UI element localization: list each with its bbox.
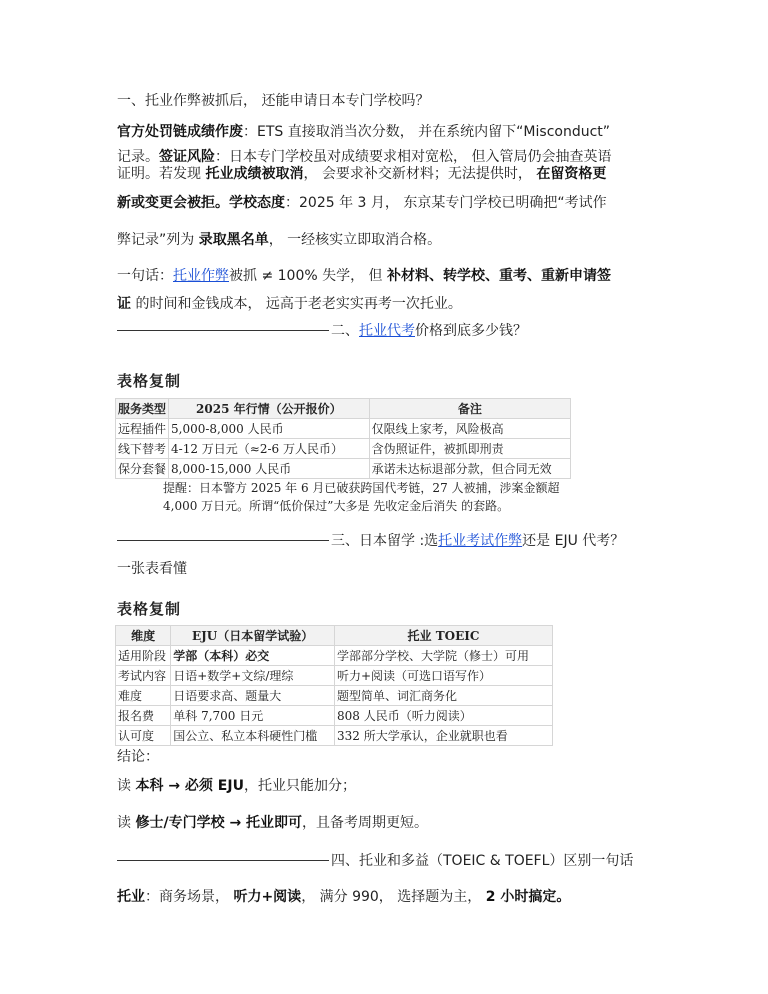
price-table [115,398,571,479]
paragraph-1-line-1 [117,121,610,141]
table-cell: 难度 [116,686,171,706]
text: 的时间和金钱成本， 远高于老老实实再考一次托业。 [131,296,462,312]
paragraph-1-line-4 [117,192,607,212]
conclusion-line-2 [117,812,428,832]
text: 价格到底多少钱？ [415,323,527,339]
horizontal-rule [117,860,329,861]
paragraph-1-line-5 [117,229,441,249]
table-cell: 适用阶段 [116,646,171,666]
link-toeic-proxy[interactable]: 托业代考 [359,323,415,339]
table-cell: 8,000-15,000 人民币 [169,459,370,479]
header-cell: 2025 年行情（公开报价） [169,399,370,419]
table-header-row [116,626,553,646]
section-3-subline: 一张表看懂 [117,561,187,577]
text: 读 [117,778,136,794]
table-cell: 学部（本科）必交 [171,646,335,666]
table-cell: 考试内容 [116,666,171,686]
conclusion-label: 结论： [117,749,159,765]
bold-text: 签证风险 [159,149,215,165]
table-cell: 承诺未达标退部分款，但合同无效 [369,459,570,479]
table-cell: 332 所大学承认，企业就职也看 [334,726,552,746]
bold-text: 听力+阅读 [233,889,302,905]
table-row [116,706,553,726]
table-cell: 日语要求高、题量大 [171,686,335,706]
text: 证明。若发现 [117,166,206,182]
table-row [116,686,553,706]
bold-text: 证 [117,296,131,312]
text: ，托业只能加分； [243,778,356,794]
table-row [116,439,571,459]
reminder-note [163,479,560,515]
table-cell: 听力+阅读（可选口语写作） [334,666,552,686]
table-cell: 808 人民币（听力阅读） [334,706,552,726]
bold-text: 修士/专门学校 → 托业即可 [135,815,303,831]
bold-text: 新或变更会被拒。学校态度 [117,195,285,211]
section-4-heading [117,850,633,870]
table-cell: 远程插件 [116,419,169,439]
table-cell: 线下替考 [116,439,169,459]
text: ，且备考周期更短。 [302,815,429,831]
comparison-table [115,625,553,746]
header-cell: 托业 TOEIC [334,626,552,646]
table-cell: 仅限线上家考，风险极高 [369,419,570,439]
table-row [116,646,553,666]
table-row [116,459,571,479]
paragraph-2-line-1 [117,265,611,285]
link-toeic-exam-cheating[interactable]: 托业考试作弊 [438,533,523,549]
note-line: 提醒：日本警方 2025 年 6 月已破获跨国代考链，27 人被捕，涉案金额超 [163,481,560,495]
table-cell: 学部部分学校、大学院（修士）可用 [334,646,552,666]
paragraph-1-line-3 [117,163,606,183]
table-cell: 含伪照证件，被抓即刑责 [369,439,570,459]
bold-text: 补材料、转学校、重考、重新申请签 [387,268,612,284]
conclusion-line-1 [117,775,356,795]
section-1-heading: 一、托业作弊被抓后， 还能申请日本专门学校吗？ [117,93,430,109]
bold-text: 官方处罚链成绩作废 [117,124,243,140]
header-cell: 备注 [369,399,570,419]
note-line: 4,000 万日元。所谓“低价保过”大多是 先收定金后消失 的套路。 [163,499,510,513]
link-toeic-cheating[interactable]: 托业作弊 [173,268,229,284]
toeic-summary-line [117,886,570,906]
bold-text: 在留资格更 [536,166,607,182]
text: ：日本专门学校虽对成绩要求相对宽松， 但入管局仍会抽查英语 [215,149,612,165]
text: 读 [117,815,136,831]
table-cell: 国公立、私立本科硬性门槛 [171,726,335,746]
table-2-title: 表格复制 [117,600,182,618]
header-cell: 维度 [116,626,171,646]
table-row [116,666,553,686]
bold-text: 2 小时搞定。 [485,889,571,905]
table-cell: 5,000-8,000 人民币 [169,419,370,439]
bold-text: 托业成绩被取消 [205,166,304,182]
table-cell: 认可度 [116,726,171,746]
table-row [116,726,553,746]
horizontal-rule [117,330,329,331]
text: 记录。 [117,149,159,165]
text: ：ETS 直接取消当次分数， 并在系统内留下“Misconduct” [243,124,611,140]
section-3-heading [117,530,624,550]
table-cell: 报名费 [116,706,171,726]
text: 被抓 ≠ 100% 失学， 但 [229,268,388,284]
text: 弊记录”列为 [117,232,199,248]
text: ， 会要求补交新材料；无法提供时， [303,166,537,182]
table-cell: 4-12 万日元（≈2-6 万人民币） [169,439,370,459]
table-header-row [116,399,571,419]
horizontal-rule [117,540,329,541]
text: ：商务场景， [145,889,234,905]
text: ：2025 年 3 月， 东京某专门学校已明确把“考试作 [285,195,607,211]
table-1-title: 表格复制 [117,372,182,390]
text: ， 满分 990， 选择题为主， [301,889,486,905]
bold-text: 录取黑名单 [198,232,269,248]
bold-text: 本科 → 必须 EJU [135,778,244,794]
header-cell: 服务类型 [116,399,169,419]
paragraph-2-line-2 [117,293,462,313]
text: 三、日本留学 :选 [331,533,439,549]
table-row [116,419,571,439]
header-cell: EJU（日本留学试验） [171,626,335,646]
text: 二、 [331,323,359,339]
section-2-heading [117,320,527,340]
text: ， 一经核实立即取消合格。 [268,232,442,248]
table-cell: 单科 7,700 日元 [171,706,335,726]
text: 四、托业和多益（TOEIC & TOEFL）区别一句话 [331,853,634,869]
bold-text: 托业 [117,889,145,905]
text: 还是 EJU 代考？ [522,533,625,549]
table-cell: 题型简单、词汇商务化 [334,686,552,706]
table-cell: 日语+数学+文综/理综 [171,666,335,686]
table-cell: 保分套餐 [116,459,169,479]
text: 一句话： [117,268,173,284]
